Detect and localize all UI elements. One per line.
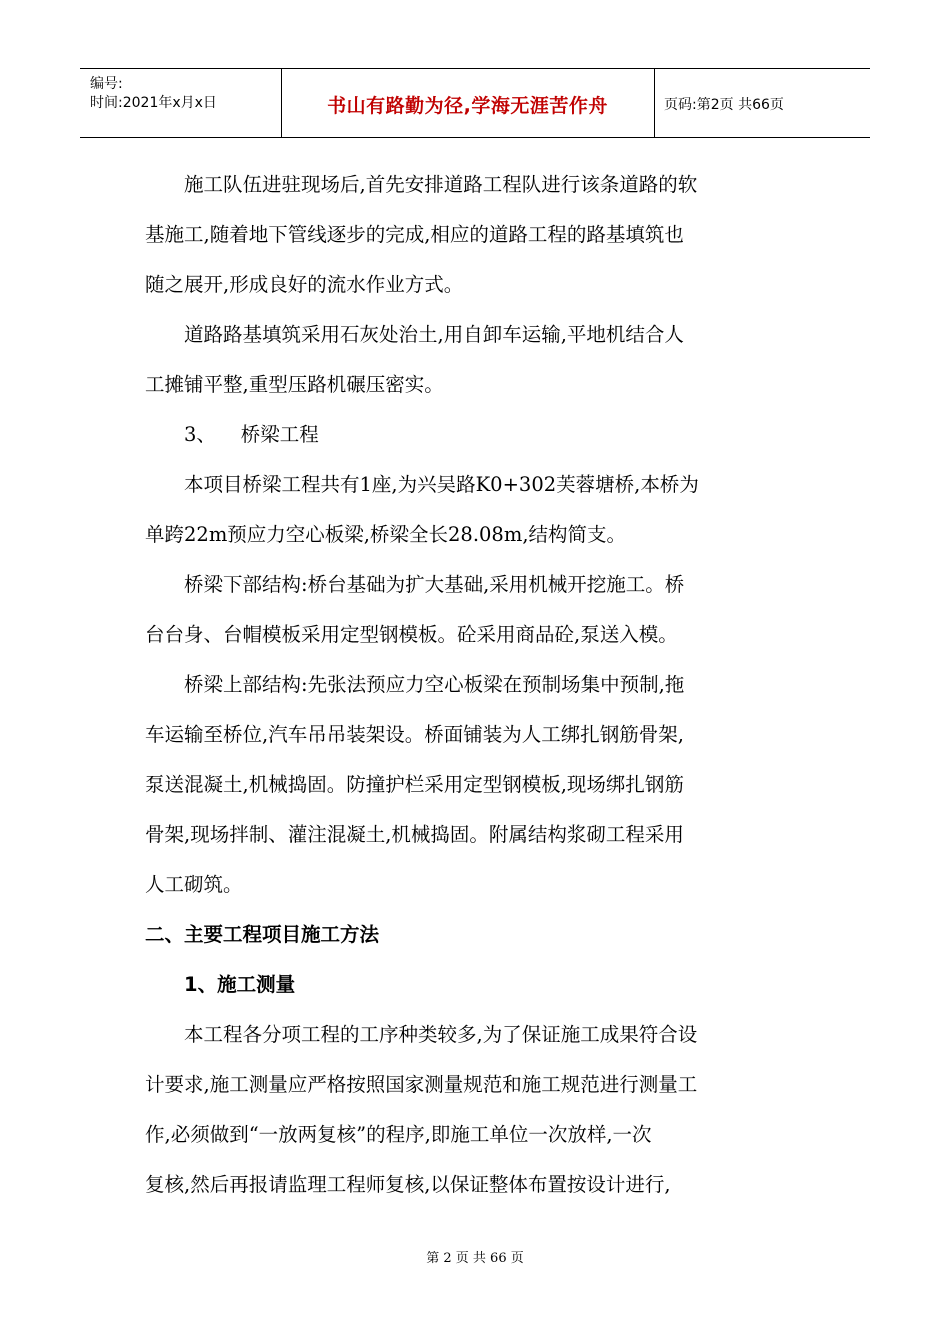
section-heading-bridge: 3、 桥梁工程	[184, 423, 319, 446]
header-middle-cell	[281, 69, 655, 137]
body-line: 车运输至桥位,汽车吊吊装架设。桥面铺装为人工绑扎钢筋骨架,	[145, 723, 684, 746]
header-left-cell	[80, 69, 282, 137]
page-header	[80, 68, 870, 138]
body-line: 桥梁下部结构:桥台基础为扩大基础,采用机械开挖施工。桥	[184, 573, 685, 596]
body-line: 工摊铺平整,重型压路机碾压密实。	[145, 373, 444, 396]
body-line: 桥梁上部结构:先张法预应力空心板梁在预制场集中预制,拖	[184, 673, 685, 696]
body-line: 道路路基填筑采用石灰处治土,用自卸车运输,平地机结合人	[184, 323, 684, 346]
body-line: 施工队伍进驻现场后,首先安排道路工程队进行该条道路的软	[184, 173, 698, 196]
body-line: 基施工,随着地下管线逐步的完成,相应的道路工程的路基填筑也	[145, 223, 684, 246]
header-right-cell	[654, 69, 870, 137]
body-line: 骨架,现场拌制、灌注混凝土,机械捣固。附属结构浆砌工程采用	[145, 823, 684, 846]
body-line: 泵送混凝土,机械捣固。防撞护栏采用定型钢模板,现场绑扎钢筋	[145, 773, 684, 796]
subsection-heading-survey: 1、施工测量	[184, 973, 296, 996]
body-line: 计要求,施工测量应严格按照国家测量规范和施工规范进行测量工	[145, 1073, 698, 1096]
body-line: 本项目桥梁工程共有1座,为兴吴路K0+302芙蓉塘桥,本桥为	[184, 473, 699, 496]
body-line: 单跨22m预应力空心板梁,桥梁全长28.08m,结构简支。	[145, 523, 627, 546]
header-page-code: 页码:第2页 共66页	[664, 97, 784, 113]
body-line: 本工程各分项工程的工序种类较多,为了保证施工成果符合设	[184, 1023, 698, 1046]
document-body	[145, 160, 810, 1210]
section-heading-main-methods: 二、主要工程项目施工方法	[145, 923, 380, 946]
body-line: 作,必须做到“一放两复核”的程序,即施工单位一次放样,一次	[145, 1123, 652, 1146]
body-line: 随之展开,形成良好的流水作业方式。	[145, 273, 464, 296]
body-line: 复核,然后再报请监理工程师复核,以保证整体布置按设计进行,	[145, 1173, 671, 1196]
body-line: 人工砌筑。	[145, 873, 243, 896]
number-label: 编号:	[90, 76, 123, 92]
body-line: 台台身、台帽模板采用定型钢模板。砼采用商品砼,泵送入模。	[145, 623, 678, 646]
header-motto: 书山有路勤为径,学海无涯苦作舟	[327, 95, 608, 117]
time-label: 时间:2021年x月x日	[90, 95, 217, 111]
page-footer: 第 2 页 共 66 页	[426, 1251, 524, 1266]
